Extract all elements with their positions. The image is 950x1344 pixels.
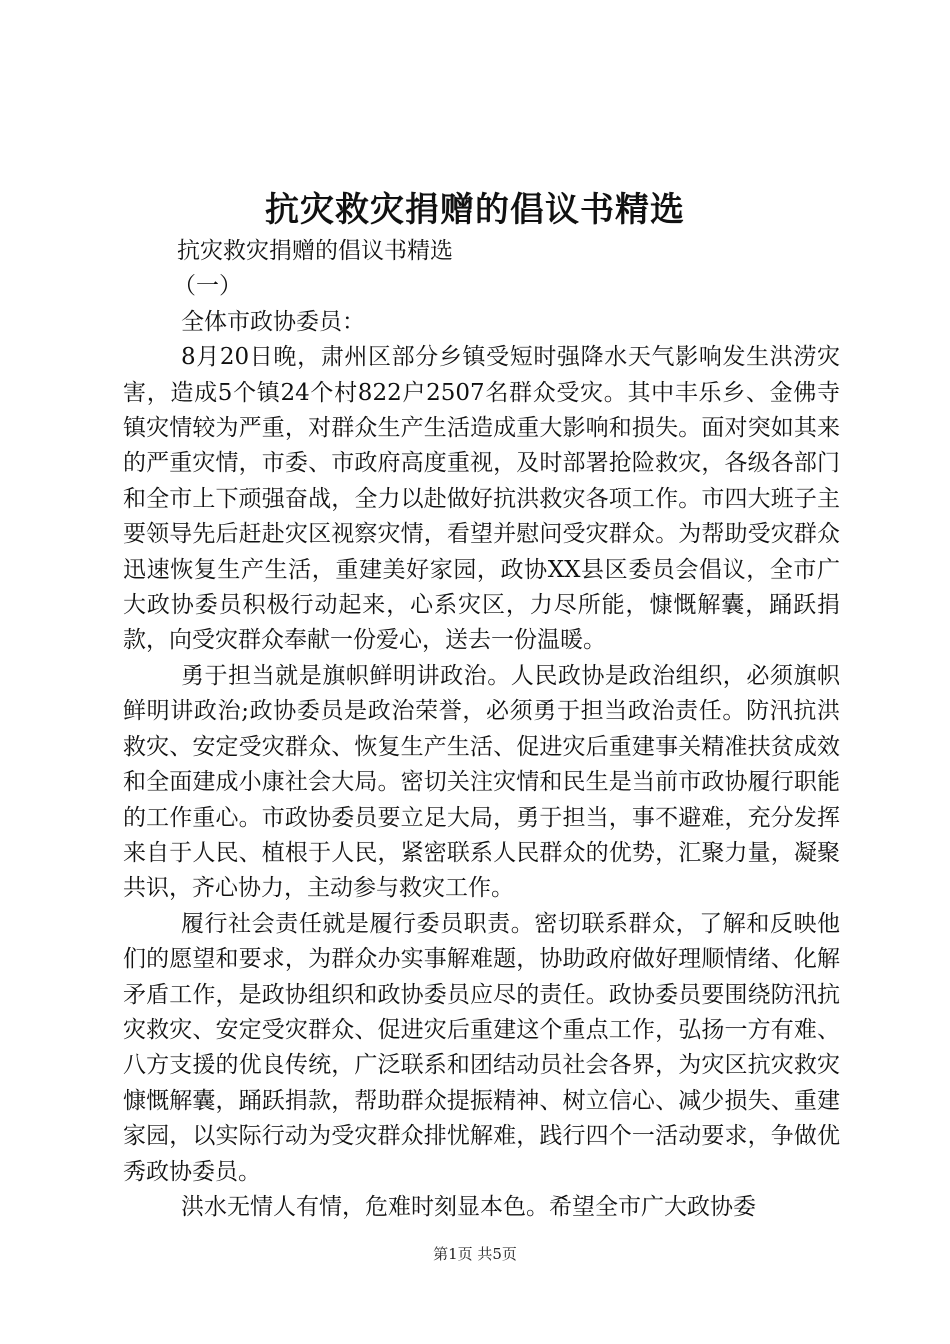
- paragraph-political-responsibility: 勇于担当就是旗帜鲜明讲政治。人民政协是政治组织，必须旗帜鲜明讲政治;政协委员是政治荣誉，必须勇于担当政治责任。防汛抗洪救灾、安定受灾群众、恢复生产生活、促进灾后重建事关精准扶贫成效和全面建成小康社会大局。密切关注灾情和民生是当前市政协履行职能的工作重心。市政协委员要立足大局，勇于担当，事不避难，充分发挥来自于人民、植根于人民，紧密联系人民群众的优势，汇聚力量，凝聚共识，齐心协力，主动参与救灾工作。: [123, 662, 840, 902]
- paragraph-disaster-report: 8月20日晚，肃州区部分乡镇受短时强降水天气影响发生洪涝灾害，造成5个镇24个村822户2507名群众受灾。其中丰乐乡、金佛寺镇灾情较为严重，对群众生产生活造成重大影响和损失。面对突如其来的严重灾情，市委、市政府高度重视，及时部署抢险救灾，各级各部门和全市上下顽强奋战，全力以赴做好抗洪救灾各项工作。市四大班子主要领导先后赶赴灾区视察灾情，看望并慰问受灾群众。为帮助受灾群众迅速恢复生产生活，重建美好家园，政协XX县区委员会倡议，全市广大政协委员积极行动起来，心系灾区，力尽所能，慷慨解囊，踊跃捐款，向受灾群众奉献一份爱心，送去一份温暖。: [123, 344, 840, 654]
- paragraph-closing: 洪水无情人有情，危难时刻显本色。希望全市广大政协委: [181, 1193, 756, 1220]
- page-footer: 第1页 共5页: [433, 1245, 517, 1263]
- section-number: （一）: [173, 273, 242, 300]
- document-body: [123, 234, 840, 1225]
- document-title: 抗灾救灾捐赠的倡议书精选: [265, 190, 685, 230]
- document-subtitle: 抗灾救灾捐赠的倡议书精选: [177, 238, 453, 264]
- salutation: 全体市政协委员：: [181, 308, 365, 335]
- paragraph-social-responsibility: 履行社会责任就是履行委员职责。密切联系群众，了解和反映他们的愿望和要求，为群众办实事解难题，协助政府做好理顺情绪、化解矛盾工作，是政协组织和政协委员应尽的责任。政协委员要围绕防汛抗灾救灾、安定受灾群众、促进灾后重建这个重点工作，弘扬一方有难、八方支援的优良传统，广泛联系和团结动员社会各界，为灾区抗灾救灾慷慨解囊，踊跃捐款，帮助群众提振精神、树立信心、减少损失、重建家园，以实际行动为受灾群众排忧解难，践行四个一活动要求，争做优秀政协委员。: [123, 910, 840, 1185]
